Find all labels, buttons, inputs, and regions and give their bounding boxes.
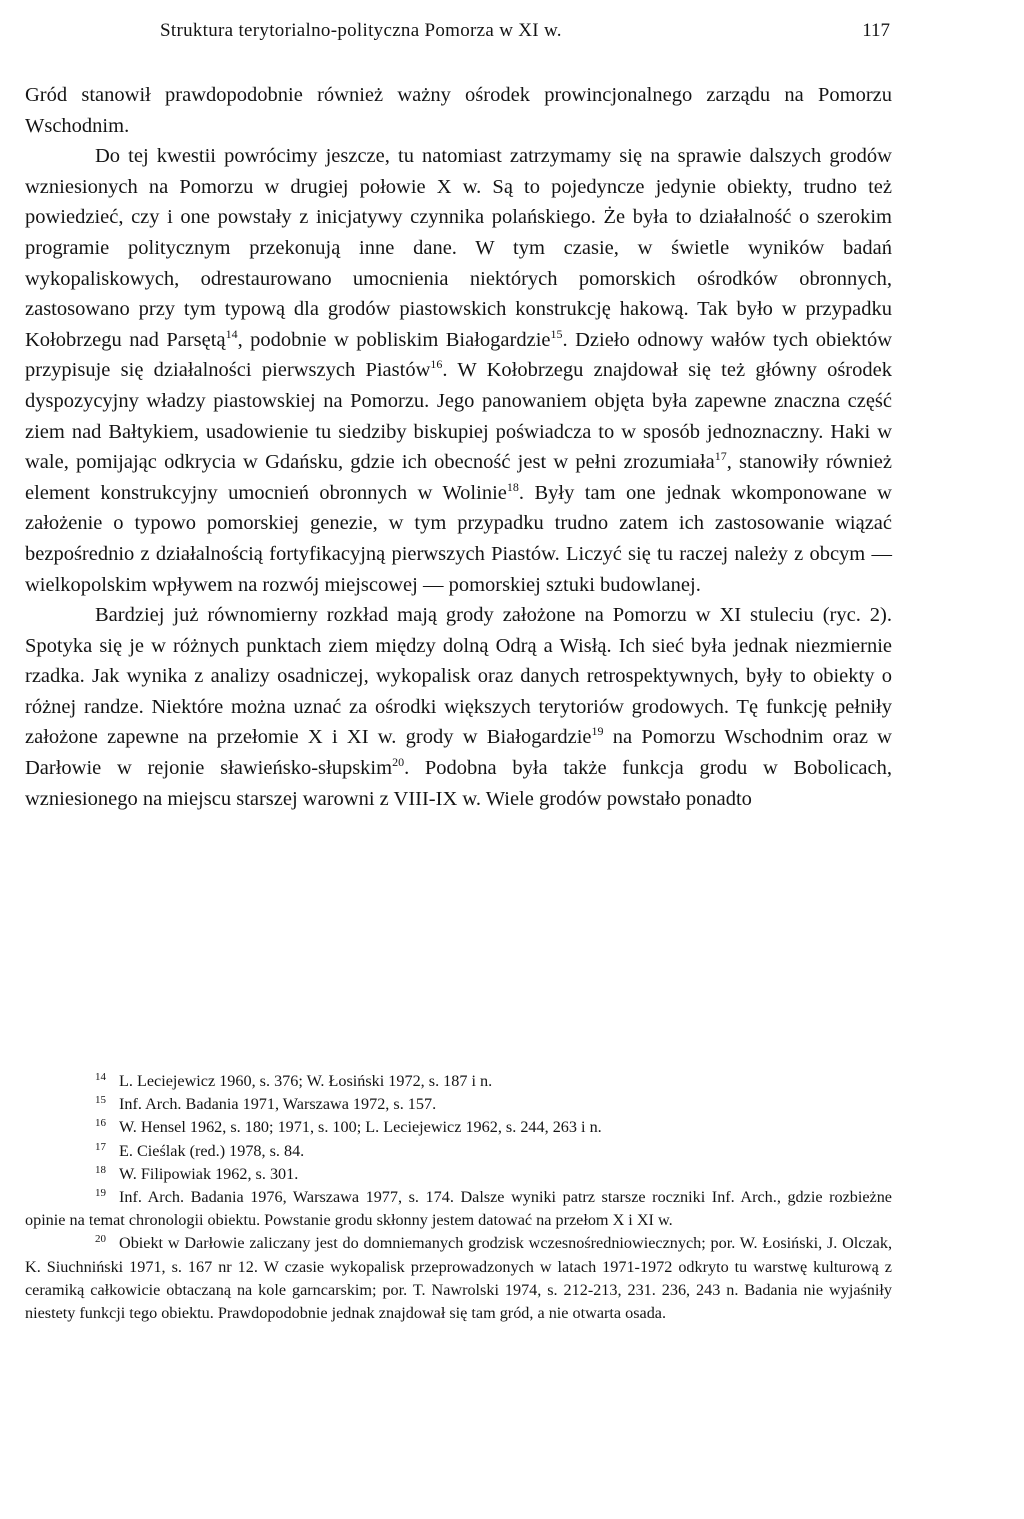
footnote-text: L. Leciejewicz 1960, s. 376; W. Łosiński 1972, s. 187 i n. bbox=[119, 1072, 493, 1090]
footnote-14: 14 L. Leciejewicz 1960, s. 376; W. Łosiński 1972, s. 187 i n. bbox=[95, 1071, 493, 1090]
footnote-text: W. Hensel 1962, s. 180; 1971, s. 100; L. Leciejewicz 1962, s. 244, 263 i n. bbox=[119, 1118, 602, 1137]
footnote-16: 16 W. Hensel 1962, s. 180; 1971, s. 100; L. Leciejewicz 1962, s. 244, 263 i n. bbox=[95, 1117, 602, 1137]
paragraph-2-text: . Dzieło odnowy wałów tych obiektów przypisuje się działalności pierwszych Piastów bbox=[25, 328, 892, 382]
paragraph-1-text: Gród stanowił prawdopodobnie również ważny ośrodek prowincjonalnego zarządu na Pomorzu Wschodnim. bbox=[25, 84, 892, 137]
footnote-ref-20[interactable]: 20 bbox=[392, 755, 405, 770]
paragraph-3-text: . Podobna była także funkcja grodu w Bobolicach, wzniesionego na miejscu starszej warowni z VIII-IX w. Wiele grodów powstało ponadto bbox=[25, 757, 892, 810]
footnote-ref-17[interactable]: 17 bbox=[714, 449, 727, 464]
paragraph-2 bbox=[25, 141, 892, 600]
footnote-text: Inf. Arch. Badania 1976, Warszawa 1977, s. 174. Dalsze wyniki patrz starsze roczniki Inf. Arch., gdzie rozbieżne opinie na temat chronologii obiektu. Powstanie grodu skłonny jestem datować na przełom X i XI w. bbox=[25, 1188, 892, 1230]
footnote-text: Obiekt w Darłowie zaliczany jest do domniemanych grodzisk wczesnośredniowiecznych; por. W. Łosiński, J. Olczak, K. Siuchniński 1971, s. 167 nr 12. W czasie wykopalisk przeprowadzonych w latach 1971-1972 odkryto tu warstwę kulturową z ceramiką całkowicie obtaczaną na kole garncarskim; por. T. Nawrolski 1974, s. 212-213, 231. 236, 243 n. Badania nie wyjaśniły niestety funkcji tego obiektu. Prawdopodobnie jednak znajdował się tam gród, a nie otwarta osada. bbox=[25, 1234, 892, 1323]
footnote-15: 15 Inf. Arch. Badania 1971, Warszawa 1972, s. 157. bbox=[95, 1094, 437, 1114]
paragraph-3 bbox=[25, 600, 892, 814]
paragraph-2-text: Do tej kwestii powrócimy jeszcze, tu natomiast zatrzymamy się na sprawie dalszych grodów wzniesionych na Pomorzu w drugiej połowie X w. Są to pojedyncze jedynie obiekty, trudno też powiedzieć, czy i one powstały z inicjatywy czynnika polańskiego. Że była to działalność o szerokim programie politycznym przekonują inne dane. W tym czasie, w świetle wyników badań wykopaliskowych, odrestaurowano umocnienia niektórych pomorskich ośrodków obronnych, zastosowano przy tym typową dla grodów piastowskich konstrukcję hakową. Tak było w przypadku Kołobrzegu nad Parsętą bbox=[25, 145, 892, 351]
paragraph-3-text: Bardziej już równomierny rozkład mają grody założone na Pomorzu w XI stuleciu (ryc. 2). Spotyka się je w różnych punktach ziem między dolną Odrą a Wisłą. Ich sieć była jednak niezmiernie rzadka. Jak wynika z analizy osadniczej, wykopalisk oraz danych retrospektywnych, były to obiekty o różnej randze. Niektóre można uznać za ośrodki większych terytoriów grodowych. Tę funkcję pełniły założone zapewne na przełomie X i XI w. grody w Białogardzie bbox=[25, 604, 892, 749]
footnote-18: 18 W. Filipowiak 1962, s. 301. bbox=[95, 1163, 299, 1183]
paragraph-1 bbox=[25, 80, 892, 141]
footnote-text: W. Filipowiak 1962, s. 301. bbox=[119, 1164, 299, 1183]
footnote-ref-15[interactable]: 15 bbox=[550, 326, 563, 341]
footnote-ref-16[interactable]: 16 bbox=[430, 357, 443, 372]
paragraph-2-text: . W Kołobrzegu znajdował się też główny ośrodek dyspozycyjny władzy piastowskiej na Pomorzu. Jego panowaniem objęta była zapewne znaczna część ziem nad Bałtykiem, usadowienie tu siedziby biskupiej poświadcza to w sposób jednoznaczny. Haki w wale, pomijając odkrycia w Gdańsku, gdzie ich obecność jest w pełni zrozumiała bbox=[25, 359, 892, 474]
running-title: Struktura terytorialno-polityczna Pomorza w XI w. bbox=[160, 20, 562, 41]
footnote-20: 20 Obiekt w Darłowie zaliczany jest do domniemanych grodzisk wczesnośredniowiecznych; por. W. Łosiński, J. Olczak, K. Siuchniński 1971, s. 167 nr 12. W czasie wykopalisk przeprowadzonych w latach 1971-1972 odkryto tu warstwę kulturową z ceramiką całkowicie obtaczaną na kole garncarskim; por. T. Nawrolski 1974, s. 212-213, 231. 236, 243 n. Badania nie wyjaśniły niestety funkcji tego obiektu. Prawdopodobnie jednak znajdował się tam gród, a nie otwarta osada. bbox=[25, 1233, 892, 1323]
footnote-ref-14[interactable]: 14 bbox=[225, 326, 238, 341]
footnotes bbox=[25, 1070, 892, 1325]
footnote-ref-18[interactable]: 18 bbox=[506, 479, 519, 494]
footnote-ref-19[interactable]: 19 bbox=[591, 724, 604, 739]
paragraph-2-text: . Były tam one jednak wkomponowane w założenie o typowo pomorskiej genezie, w tym przypadku trudno zatem ich zastosowanie wiązać bezpośrednio z działalnością fortyfikacyjną pierwszych Piastów. Liczyć się tu raczej należy z obcym — wielkopolskim wpływem na rozwój miejscowej — pomorskiej sztuki budowlanej. bbox=[25, 481, 892, 596]
footnote-19: 19 Inf. Arch. Badania 1976, Warszawa 1977, s. 174. Dalsze wyniki patrz starsze roczniki Inf. Arch., gdzie rozbieżne opinie na temat chronologii obiektu. Powstanie grodu skłonny jestem datować na przełom X i XI w. bbox=[25, 1187, 892, 1230]
footnote-text: E. Cieślak (red.) 1978, s. 84. bbox=[119, 1141, 305, 1160]
paragraph-2-text: , podobnie w pobliskim Białogardzie bbox=[237, 328, 551, 351]
footnote-17: 17 E. Cieślak (red.) 1978, s. 84. bbox=[95, 1140, 305, 1160]
main-text bbox=[25, 80, 892, 814]
page-number: 117 bbox=[862, 20, 890, 41]
footnote-text: Inf. Arch. Badania 1971, Warszawa 1972, s. 157. bbox=[119, 1095, 437, 1114]
paragraph-2-text: , stanowiły również element konstrukcyjny umocnień obronnych w Wolinie bbox=[25, 451, 893, 504]
paragraph-3-text: na Pomorzu Wschodnim oraz w Darłowie w rejonie sławieńsko-słupskim bbox=[25, 726, 892, 780]
